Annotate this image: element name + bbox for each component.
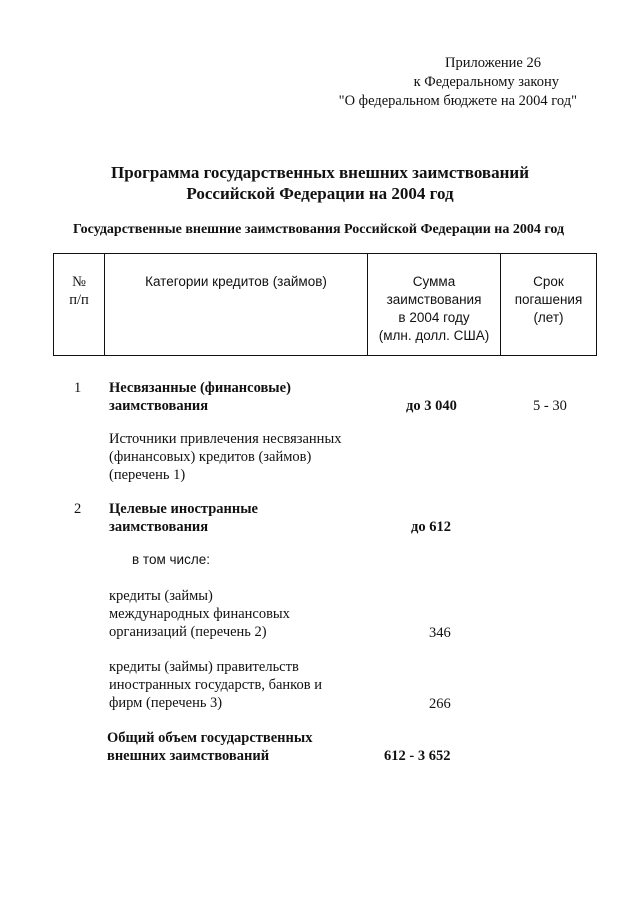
- header-amount-line1: Сумма: [412, 274, 456, 289]
- row-title-line1: Несвязанные (финансовые): [109, 380, 291, 396]
- page-title: [0, 162, 640, 204]
- total-label: [107, 729, 312, 765]
- header-num: [54, 273, 104, 309]
- row-amount: до 3 040: [406, 398, 457, 414]
- header-amount: [368, 273, 500, 345]
- row-title-line2: заимствования: [109, 519, 209, 535]
- total-label-line2: внешних заимствований: [107, 748, 270, 764]
- row-number: 2: [74, 501, 82, 517]
- row-term: 5 - 30: [533, 398, 567, 414]
- sub-item-amount: 346: [429, 625, 451, 641]
- header-term-line3: (лет): [533, 310, 564, 325]
- row-title-line2: заимствования: [109, 398, 209, 414]
- appendix-header: [277, 54, 577, 111]
- sub-item-text: [109, 587, 290, 641]
- appendix-number: Приложение 26: [445, 55, 541, 71]
- header-num-line2: п/п: [69, 292, 89, 308]
- header-category: Категории кредитов (займов): [145, 274, 327, 289]
- row-note-line1: Источники привлечения несвязанных: [109, 431, 342, 447]
- row-title-line1: Целевые иностранные: [109, 501, 258, 517]
- table-right-border: [596, 253, 597, 356]
- header-term-line1: Срок: [533, 274, 564, 289]
- header-amount-line4: (млн. долл. США): [378, 328, 490, 343]
- sub-item-text-line2: иностранных государств, банков и: [109, 677, 322, 693]
- table-caption: Государственные внешние заимствования Российской Федерации на 2004 год: [73, 222, 565, 237]
- sub-item-text-line3: организаций (перечень 2): [109, 624, 267, 640]
- row-note: [109, 430, 341, 484]
- row-note-line2: (финансовых) кредитов (займов): [109, 449, 312, 465]
- page-title-line2: Российской Федерации на 2004 год: [186, 184, 454, 203]
- header-amount-line2: заимствования: [386, 292, 482, 307]
- header-term-line2: погашения: [514, 292, 583, 307]
- sub-item-text-line1: кредиты (займы) правительств: [109, 659, 299, 675]
- column-divider-1: [104, 253, 105, 356]
- page-title-line1: Программа государственных внешних заимствований: [110, 163, 529, 182]
- row-title: [109, 500, 258, 536]
- row-number: 1: [74, 380, 82, 396]
- table-top-border: [53, 253, 597, 254]
- sub-item-text-line1: кредиты (займы): [109, 588, 213, 604]
- total-label-line1: Общий объем государственных: [107, 730, 313, 746]
- header-amount-line3: в 2004 году: [398, 310, 470, 325]
- appendix-law-title: "О федеральном бюджете на 2004 год": [338, 93, 577, 109]
- row-title: [109, 379, 291, 415]
- sub-item-text-line3: фирм (перечень 3): [109, 695, 223, 711]
- appendix-law-ref: к Федеральному закону: [413, 74, 559, 90]
- sub-item-text-line2: международных финансовых: [109, 606, 290, 622]
- row-amount: до 612: [411, 519, 451, 535]
- header-num-line1: №: [72, 274, 86, 290]
- sub-item-amount: 266: [429, 696, 451, 712]
- total-amount: 612 - 3 652: [384, 748, 451, 764]
- including-label: в том числе:: [132, 552, 210, 567]
- sub-item-text: [109, 658, 322, 712]
- header-term: [501, 273, 596, 327]
- row-note-line3: (перечень 1): [109, 467, 186, 483]
- table-header-bottom-border: [53, 355, 597, 356]
